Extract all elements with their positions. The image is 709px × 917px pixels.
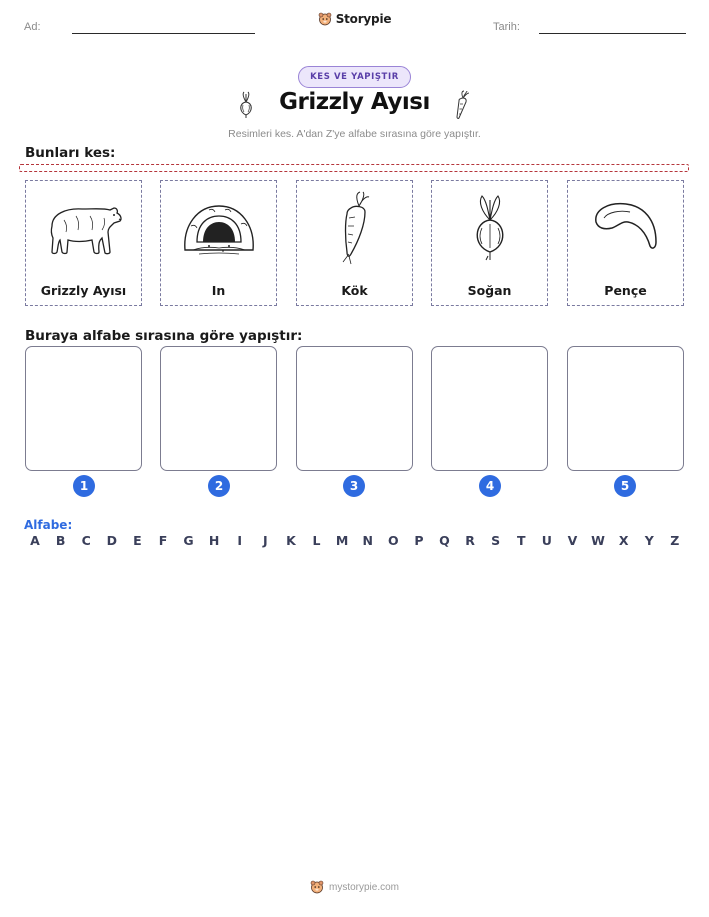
- cut-card[interactable]: [160, 180, 277, 306]
- card-label: Grizzly Ayısı: [40, 283, 127, 298]
- alphabet-letter: B: [55, 533, 66, 548]
- alphabet-letter: O: [387, 533, 399, 548]
- alphabet-letter: P: [414, 533, 424, 548]
- carrot-decoration-icon: [452, 90, 472, 120]
- alphabet-letter: G: [183, 533, 194, 548]
- alphabet-letter: L: [312, 533, 321, 548]
- alphabet-letter: W: [591, 533, 605, 548]
- alphabet-row: [27, 533, 683, 548]
- slot-number: 2: [208, 475, 230, 497]
- alphabet-letter: T: [517, 533, 526, 548]
- cut-card[interactable]: [431, 180, 548, 306]
- alphabet-letter: C: [81, 533, 91, 548]
- slot-number: 5: [614, 475, 636, 497]
- alphabet-letter: Q: [439, 533, 450, 548]
- onion-icon: [460, 190, 520, 266]
- footer: [0, 880, 709, 894]
- cut-card[interactable]: [296, 180, 413, 306]
- alphabet-letter: Y: [644, 533, 654, 548]
- date-label: Tarih:: [493, 21, 520, 33]
- alphabet-letter: M: [335, 533, 349, 548]
- slot-number: 4: [479, 475, 501, 497]
- date-line: [539, 33, 686, 34]
- slot-number: 1: [73, 475, 95, 497]
- paste-box[interactable]: [25, 346, 142, 471]
- alphabet-letter: A: [30, 533, 40, 548]
- name-line: [72, 33, 255, 34]
- alphabet-letter: I: [237, 533, 243, 548]
- footer-url[interactable]: mystorypie.com: [328, 881, 399, 893]
- cut-card[interactable]: [25, 180, 142, 306]
- cut-card[interactable]: [567, 180, 684, 306]
- alphabet-label: Alfabe:: [24, 518, 73, 532]
- card-label: Pençe: [604, 283, 647, 298]
- alphabet-letter: X: [618, 533, 629, 548]
- paste-box[interactable]: [296, 346, 413, 471]
- alphabet-letter: E: [133, 533, 142, 548]
- alphabet-letter: F: [158, 533, 168, 548]
- card-label: Kök: [341, 283, 368, 298]
- mascot-footer-icon: [310, 880, 324, 894]
- alphabet-letter: V: [567, 533, 578, 548]
- alphabet-letter: S: [491, 533, 501, 548]
- card-label: Soğan: [467, 283, 512, 298]
- mascot-icon: [318, 12, 332, 26]
- alphabet-letter: K: [286, 533, 296, 548]
- root-icon: [325, 190, 385, 266]
- page-title: Grizzly Ayısı: [279, 89, 430, 115]
- card-label: In: [211, 283, 226, 298]
- claw-icon: [586, 196, 666, 260]
- slot-number: 3: [343, 475, 365, 497]
- brand-logo: [0, 12, 709, 26]
- alphabet-letter: R: [465, 533, 475, 548]
- alphabet-letter: Z: [670, 533, 680, 548]
- instructions: Resimleri kes. A'dan Z'ye alfabe sırasına göre yapıştır.: [228, 128, 481, 140]
- brand-name: Storypie: [335, 12, 392, 26]
- paste-box[interactable]: [431, 346, 548, 471]
- paste-box[interactable]: [160, 346, 277, 471]
- paste-box[interactable]: [567, 346, 684, 471]
- cut-heading: Bunları kes:: [25, 145, 116, 161]
- alphabet-letter: D: [106, 533, 117, 548]
- paste-heading: Buraya alfabe sırasına göre yapıştır:: [25, 328, 303, 344]
- alphabet-letter: U: [541, 533, 552, 548]
- cut-line: [19, 164, 689, 172]
- activity-badge: KES VE YAPIŞTIR: [298, 66, 411, 88]
- bear-icon: [44, 196, 124, 260]
- alphabet-letter: J: [263, 533, 268, 548]
- cave-icon: [179, 196, 259, 260]
- name-label: Ad:: [24, 21, 41, 33]
- alphabet-letter: N: [362, 533, 373, 548]
- alphabet-letter: H: [208, 533, 220, 548]
